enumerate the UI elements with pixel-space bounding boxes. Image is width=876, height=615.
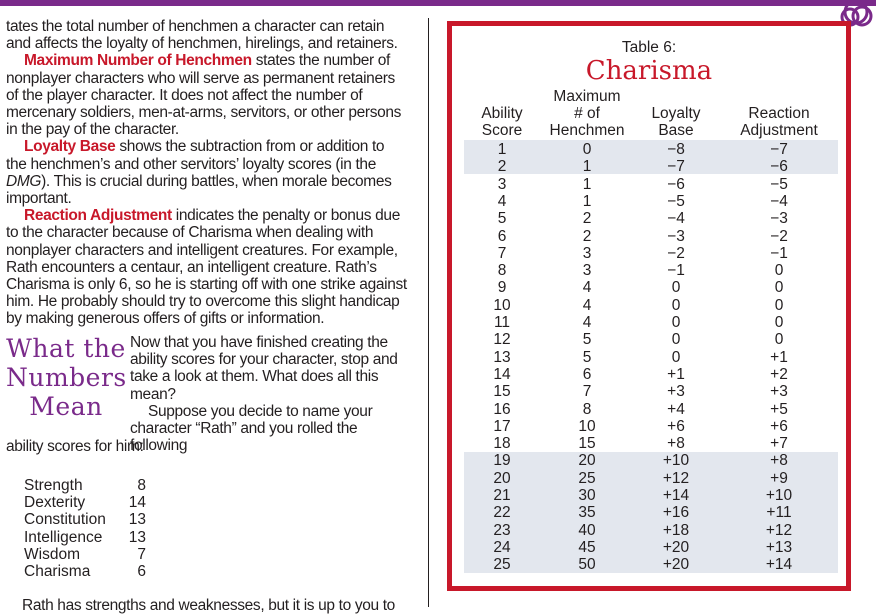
cell-max-henchmen: 15 — [578, 435, 596, 453]
cell-ability-score: 11 — [493, 314, 511, 331]
cell-loyalty-base: +14 — [662, 487, 690, 504]
cell-max-henchmen: 4 — [582, 314, 592, 331]
stat-row-dexterity — [24, 494, 146, 511]
cell-reaction-adjustment: +6 — [770, 417, 788, 435]
heading-line-3: Mean — [29, 392, 103, 421]
table-row — [452, 158, 846, 175]
header-text: Henchmen — [549, 122, 625, 139]
cell-ability-score: 20 — [493, 469, 511, 487]
cell-loyalty-base: −1 — [667, 262, 685, 280]
cell-max-henchmen: 25 — [578, 469, 596, 487]
cell-max-henchmen: 1 — [582, 158, 592, 176]
charisma-table — [452, 26, 846, 586]
cell-reaction-adjustment: −7 — [770, 141, 788, 158]
cell-reaction-adjustment: −6 — [770, 158, 788, 176]
cell-max-henchmen: 4 — [582, 279, 592, 297]
cell-loyalty-base: 0 — [671, 314, 681, 331]
cell-ability-score: 16 — [493, 400, 511, 418]
section-intro — [130, 334, 408, 454]
intro-paragraph: tates the total number of henchmen a character can retain and affects the loyalty of henchmen, hirelings, and retainers. — [6, 18, 398, 53]
header-text: # of — [574, 105, 600, 122]
stat-value: 13 — [128, 511, 146, 529]
cell-loyalty-base: +20 — [662, 556, 690, 574]
cell-ability-score: 12 — [493, 331, 511, 349]
stat-name: Dexterity — [24, 494, 86, 512]
table-row — [452, 504, 846, 521]
max-henchmen-text: states the number of nonplayer characters who will serve as permanent retainers of the player character. It does not affect the number of mercenary soldiers, men-at-arms, servitors, or other persons in the pay of the character. — [6, 52, 402, 139]
cell-reaction-adjustment: +7 — [770, 435, 788, 453]
table-row — [452, 349, 846, 366]
cell-max-henchmen: 4 — [582, 296, 592, 314]
table-title: Charisma — [585, 56, 713, 86]
top-border — [0, 0, 876, 6]
cell-reaction-adjustment: +11 — [766, 504, 792, 522]
cell-ability-score: 21 — [493, 487, 511, 504]
cell-ability-score: 13 — [493, 348, 511, 366]
left-column — [6, 18, 408, 328]
header-text: Score — [481, 122, 523, 139]
cell-loyalty-base: +3 — [667, 383, 685, 401]
stat-name: Intelligence — [24, 528, 103, 546]
stat-value: 7 — [137, 545, 146, 563]
cell-reaction-adjustment: +1 — [770, 348, 788, 366]
cell-ability-score: 1 — [497, 141, 507, 158]
table-row — [452, 556, 846, 573]
loyalty-base-term: Loyalty Base — [24, 138, 116, 156]
table-label: Table 6: — [621, 39, 677, 56]
table-row — [452, 522, 846, 539]
stat-value: 13 — [128, 528, 146, 546]
section-paragraph-1: Now that you have finished creating the ability scores for your character, stop and take a look at them. What does all this mean? — [130, 334, 398, 403]
cell-reaction-adjustment: +2 — [770, 365, 788, 383]
cell-ability-score: 22 — [493, 504, 511, 522]
cell-max-henchmen: 5 — [582, 331, 592, 349]
ability-scores-lead: ability scores for him: — [6, 438, 144, 455]
table-row — [452, 418, 846, 435]
cell-ability-score: 25 — [493, 556, 511, 574]
stat-value: 14 — [128, 494, 146, 512]
cell-loyalty-base: 0 — [671, 279, 681, 297]
stat-row-charisma — [24, 563, 146, 580]
cell-ability-score: 18 — [493, 435, 511, 453]
table-row — [452, 193, 846, 210]
cell-max-henchmen: 35 — [578, 504, 596, 522]
max-henchmen-term: Maximum Number of Henchmen — [24, 52, 252, 70]
section-heading — [6, 334, 126, 421]
cell-ability-score: 15 — [493, 383, 511, 401]
cell-max-henchmen: 5 — [582, 348, 592, 366]
cell-reaction-adjustment: 0 — [774, 262, 784, 280]
cell-reaction-adjustment: +9 — [770, 469, 788, 487]
table-row — [452, 228, 846, 245]
table-row — [452, 435, 846, 452]
cell-loyalty-base: +4 — [667, 400, 685, 418]
bottom-text: Rath has strengths and weaknesses, but it is up to you to — [22, 597, 395, 614]
table-row — [452, 452, 846, 469]
cell-reaction-adjustment: 0 — [774, 331, 784, 349]
charisma-table-frame — [447, 21, 851, 591]
table-row — [452, 487, 846, 504]
table-row — [452, 141, 846, 158]
cell-reaction-adjustment: 0 — [774, 314, 784, 331]
stat-value: 8 — [137, 477, 146, 494]
cell-ability-score: 17 — [493, 417, 511, 435]
cell-reaction-adjustment: +5 — [770, 400, 788, 418]
header-reaction-adjustment — [720, 105, 838, 139]
cell-ability-score: 7 — [497, 244, 507, 262]
cell-max-henchmen: 0 — [582, 141, 592, 158]
max-henchmen-paragraph — [6, 52, 408, 138]
cell-loyalty-base: +6 — [667, 417, 685, 435]
dmg-reference: DMG — [6, 172, 42, 190]
stat-name: Charisma — [24, 563, 91, 581]
cell-max-henchmen: 2 — [582, 210, 592, 228]
table-row — [452, 297, 846, 314]
cell-reaction-adjustment: −4 — [770, 192, 788, 210]
cell-max-henchmen: 8 — [582, 400, 592, 418]
stat-row-wisdom — [24, 546, 146, 563]
table-row — [452, 314, 846, 331]
cell-reaction-adjustment: −5 — [770, 175, 788, 193]
loyalty-base-text: shows the subtraction from or addition to the henchmen’s and other servitors’ loyalty scores (in the — [6, 138, 385, 173]
reaction-adjustment-term: Reaction Adjustment — [24, 207, 172, 225]
stat-row-intelligence — [24, 529, 146, 546]
cell-ability-score: 10 — [493, 296, 511, 314]
cell-max-henchmen: 45 — [578, 538, 596, 556]
cell-loyalty-base: +12 — [662, 469, 690, 487]
cell-ability-score: 4 — [497, 192, 507, 210]
header-text: Loyalty — [651, 105, 701, 122]
cell-max-henchmen: 1 — [582, 175, 592, 193]
header-ability-score — [474, 105, 530, 139]
heading-line-1: What the — [6, 334, 126, 363]
header-text: Adjustment — [740, 122, 818, 139]
cell-max-henchmen: 6 — [582, 365, 592, 383]
loyalty-base-paragraph — [6, 138, 408, 207]
table-row — [452, 262, 846, 279]
cell-reaction-adjustment: +12 — [765, 521, 793, 539]
header-text: Ability — [481, 105, 523, 122]
stat-name: Wisdom — [24, 545, 80, 563]
cell-loyalty-base: 0 — [671, 296, 681, 314]
header-max-henchmen — [537, 88, 637, 139]
stat-name: Constitution — [24, 511, 106, 529]
cell-loyalty-base: −6 — [667, 175, 685, 193]
header-text: Maximum — [553, 88, 621, 105]
cell-reaction-adjustment: −2 — [770, 227, 788, 245]
cell-max-henchmen: 20 — [578, 452, 596, 470]
cell-loyalty-base: −5 — [667, 192, 685, 210]
cell-loyalty-base: +1 — [667, 365, 685, 383]
section-paragraph-2: Suppose you decide to name your character “Rath” and you rolled the following — [130, 402, 373, 455]
table-row — [452, 539, 846, 556]
cell-reaction-adjustment: +13 — [765, 538, 793, 556]
stat-row-strength — [24, 477, 146, 494]
reaction-adjustment-text: indicates the penalty or bonus due to the character because of Charisma when dealing with nonplayer characters and intelligent creatures. For example, Rath encounters a centaur, an intelligent creature. Rath’s Charisma is only 6, so he is starting off with one strike against him. He probably should try to overcome this slight handicap by making generous offers of gifts or information. — [6, 207, 407, 328]
cell-reaction-adjustment: 0 — [774, 296, 784, 314]
cell-loyalty-base: +10 — [662, 452, 690, 470]
cell-ability-score: 24 — [493, 538, 511, 556]
cell-ability-score: 8 — [497, 262, 507, 280]
table-row — [452, 176, 846, 193]
cell-ability-score: 9 — [497, 279, 507, 297]
cell-max-henchmen: 3 — [582, 262, 592, 280]
cell-ability-score: 2 — [497, 158, 507, 176]
table-row — [452, 366, 846, 383]
cell-max-henchmen: 40 — [578, 521, 596, 539]
cell-max-henchmen: 7 — [582, 383, 592, 401]
table-row — [452, 331, 846, 348]
cell-loyalty-base: −8 — [667, 141, 685, 158]
cell-ability-score: 19 — [493, 452, 511, 470]
cell-loyalty-base: 0 — [671, 331, 681, 349]
cell-reaction-adjustment: +3 — [770, 383, 788, 401]
cell-reaction-adjustment: +14 — [765, 556, 793, 574]
cell-ability-score: 6 — [497, 227, 507, 245]
cell-reaction-adjustment: 0 — [774, 279, 784, 297]
table-row — [452, 401, 846, 418]
stat-name: Strength — [24, 477, 83, 494]
cell-loyalty-base: +18 — [662, 521, 690, 539]
header-text: Reaction — [748, 105, 810, 122]
cell-max-henchmen: 30 — [578, 487, 596, 504]
cell-ability-score: 23 — [493, 521, 511, 539]
heading-line-2: Numbers — [6, 363, 127, 392]
reaction-adjustment-paragraph — [6, 207, 408, 327]
cell-loyalty-base: +20 — [662, 538, 690, 556]
stat-value: 6 — [137, 563, 146, 581]
table-row — [452, 470, 846, 487]
cell-loyalty-base: −3 — [667, 227, 685, 245]
loyalty-base-text-end: ). This is crucial during battles, when morale becomes important. — [6, 172, 392, 208]
cell-max-henchmen: 1 — [582, 192, 592, 210]
cell-loyalty-base: +16 — [662, 504, 690, 522]
cell-max-henchmen: 10 — [578, 417, 596, 435]
cell-ability-score: 14 — [493, 365, 511, 383]
cell-max-henchmen: 2 — [582, 227, 592, 245]
cell-reaction-adjustment: +10 — [765, 487, 793, 504]
cell-loyalty-base: −4 — [667, 210, 685, 228]
rath-ability-scores — [24, 477, 146, 580]
column-divider — [428, 18, 429, 607]
table-row — [452, 210, 846, 227]
header-text: Base — [658, 122, 694, 139]
cell-reaction-adjustment: +8 — [770, 452, 788, 470]
cell-ability-score: 3 — [497, 175, 507, 193]
cell-loyalty-base: −7 — [667, 158, 685, 176]
cell-max-henchmen: 3 — [582, 244, 592, 262]
cell-reaction-adjustment: −1 — [770, 244, 788, 262]
cell-loyalty-base: +8 — [667, 435, 685, 453]
header-loyalty-base — [637, 105, 715, 139]
cell-reaction-adjustment: −3 — [770, 210, 788, 228]
table-row — [452, 245, 846, 262]
cell-ability-score: 5 — [497, 210, 507, 228]
table-row — [452, 383, 846, 400]
table-row — [452, 279, 846, 296]
cell-max-henchmen: 50 — [578, 556, 596, 574]
cell-loyalty-base: 0 — [671, 348, 681, 366]
stat-row-constitution — [24, 511, 146, 528]
cell-loyalty-base: −2 — [667, 244, 685, 262]
